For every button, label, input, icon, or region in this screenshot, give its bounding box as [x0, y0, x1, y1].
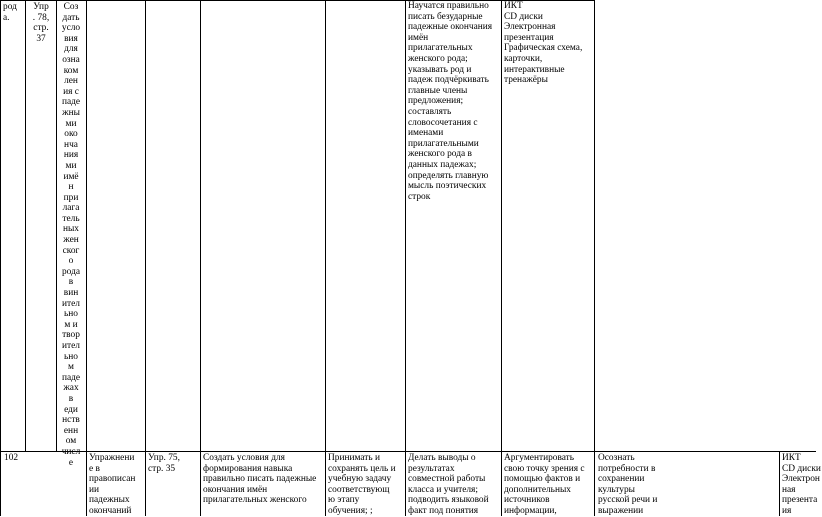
- row1-resources-cell: ИКТ CD диски Электронная презентация Графическая схема, карточки, интерактивные тренажёры: [504, 1, 583, 86]
- row1-exercise-cell: Упр . 78, стр. 37: [32, 2, 50, 44]
- column-divider: [86, 0, 87, 516]
- row2-lesson-topic-cell: Упражнени е в правописан ии падежных окончаний: [89, 453, 136, 516]
- row2-goal-cell: Создать условия для формирования навыка правильно писать падежные окончания имён прилагательных женского: [203, 453, 317, 506]
- row2-resources-cell: ИКТ CD диски Электрон ная презента ия: [782, 453, 821, 516]
- row2-personal-cell: Осознать потребности в сохранении культуры русской речи и выражении: [598, 453, 658, 516]
- column-divider: [779, 451, 780, 516]
- column-divider: [0, 0, 1, 516]
- column-divider: [325, 0, 326, 516]
- row1-goal-cell: Соз дать усло вия для озна ком лен ия с паде жны ми око нча ния ми имё н при лага тель ных жен ског о рода в вин ител ьно м и твор ител ьно м паде жах в еди нств енн ом числ е: [61, 2, 81, 468]
- row1-topic-cell: род а.: [3, 2, 17, 23]
- row1-subject-results-cell: Научатся правильно писать безударные падежные окончания имён прилагательных женского рода; указывать род и падеж подчёркивать главные члены предложения; составлять словосочетания с именами прилагательными женского рода в данных падежах; определять главную мысль поэтических строк: [408, 1, 493, 202]
- row2-cognitive-cell: Делать выводы о результатах совместной работы класса и учителя; подводить языковой факт под понятия: [408, 453, 489, 516]
- row2-lesson-number-cell: 102: [4, 453, 19, 463]
- column-divider: [405, 0, 406, 516]
- row2-communicative-cell: Аргументировать свою точку зрения с помощью фактов и дополнительных источников информации,: [504, 453, 585, 516]
- column-divider: [145, 0, 146, 516]
- column-divider: [25, 0, 26, 451]
- column-divider: [594, 0, 595, 516]
- column-divider: [200, 0, 201, 516]
- column-divider: [501, 0, 502, 516]
- row-divider: [0, 451, 816, 452]
- row2-regulatory-cell: Принимать и сохранять цель и учебную задачу соответствующ ю этапу обучения; ;: [328, 453, 396, 516]
- row2-exercise-cell: Упр. 75, стр. 35: [148, 453, 180, 474]
